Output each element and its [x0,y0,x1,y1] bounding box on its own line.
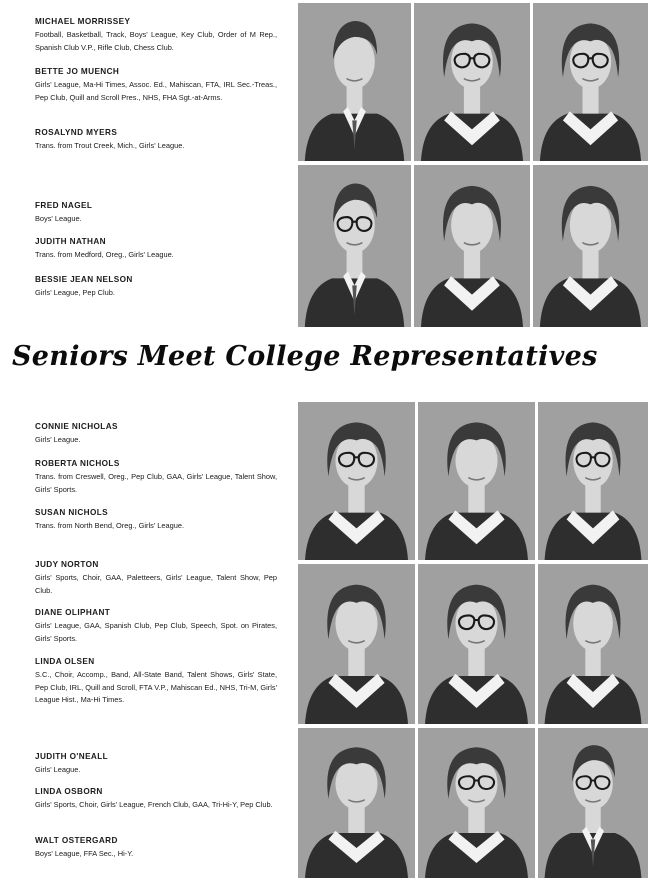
portrait-figure-icon [414,3,530,161]
student-name: BESSIE JEAN NELSON [35,275,133,284]
student-entry-muench [35,67,277,104]
student-name: SUSAN NICHOLS [35,508,108,517]
student-activities: Girls' League, Ma-Hi Times, Assoc. Ed., Mahiscan, FTA, IRL Sec.-Treas., Pep Club, Quill and Scroll Pres., NHS, FHA Sgt.-at-Arms. [35,80,277,102]
student-entry-s-nichols [35,508,277,533]
portrait-figure-icon [533,3,648,161]
portrait-photo [538,728,648,878]
portrait-photo [538,402,648,560]
student-entry-myers [35,128,277,153]
student-name: WALT OSTERGARD [35,836,118,845]
portrait-figure-icon [298,3,411,161]
portrait-photo [414,3,530,161]
portrait-figure-icon [418,564,535,724]
portrait-photo [538,564,648,724]
portrait-photo [298,165,411,327]
student-activities: Boys' League. [35,214,82,223]
student-entry-nelson [35,275,277,300]
portrait-photo [298,728,415,878]
student-activities: Girls' League, Pep Club. [35,288,115,297]
portrait-figure-icon [418,728,535,878]
portrait-figure-icon [538,564,648,724]
student-entry-morrissey [35,17,277,54]
portrait-photo [533,165,648,327]
student-name: LINDA OLSEN [35,657,95,666]
portrait-figure-icon [418,402,535,560]
student-activities: Girls' Sports, Choir, Girls' League, French Club, GAA, Tri-Hi-Y, Pep Club. [35,800,273,809]
portrait-figure-icon [538,728,648,878]
portrait-photo [418,564,535,724]
student-name: JUDY NORTON [35,560,99,569]
student-name: JUDITH O'NEALL [35,752,109,761]
student-entry-oneall [35,752,277,777]
student-activities: Trans. from North Bend, Oreg., Girls' League. [35,521,185,530]
student-entry-nathan [35,237,277,262]
student-name: LINDA OSBORN [35,787,103,796]
student-activities: Girls' Sports, Choir, GAA, Paletteers, Girls' League, Talent Show, Pep Club. [35,573,277,595]
portrait-photo [298,402,415,560]
portrait-figure-icon [538,402,648,560]
portrait-figure-icon [414,165,530,327]
portrait-photo [298,3,411,161]
student-activities: Football, Basketball, Track, Boys' League, Key Club, Order of M Rep., Spanish Club V.P., Rifle Club, Chess Club. [35,30,277,52]
portrait-photo [418,402,535,560]
student-entry-ostergard [35,836,277,861]
student-name: CONNIE NICHOLAS [35,422,118,431]
student-activities: Boys' League, FFA Sec., Hi-Y. [35,849,134,858]
student-activities: Trans. from Trout Creek, Mich., Girls' League. [35,141,185,150]
student-entry-nagel [35,201,277,226]
student-name: ROSALYND MYERS [35,128,118,137]
student-name: FRED NAGEL [35,201,93,210]
portrait-figure-icon [533,165,648,327]
portrait-figure-icon [298,402,415,560]
student-name: JUDITH NATHAN [35,237,106,246]
student-entry-oliphant [35,608,277,645]
student-entry-olsen [35,657,277,707]
student-activities: Girls' League. [35,765,81,774]
section-headline: Seniors Meet College Representatives [12,341,598,372]
student-name: MICHAEL MORRISSEY [35,17,131,26]
student-name: ROBERTA NICHOLS [35,459,120,468]
student-entry-osborn [35,787,277,812]
portrait-figure-icon [298,564,415,724]
student-activities: Trans. from Medford, Oreg., Girls' League. [35,250,174,259]
student-name: BETTE JO MUENCH [35,67,120,76]
portrait-figure-icon [298,165,411,327]
student-entry-norton [35,560,277,597]
student-entry-r-nichols [35,459,277,496]
student-activities: Girls' League, GAA, Spanish Club, Pep Club, Speech, Spot. on Pirates, Girls' Sports. [35,621,277,643]
portrait-photo [418,728,535,878]
portrait-photo [533,3,648,161]
student-entry-c-nicholas [35,422,277,447]
portrait-photo [298,564,415,724]
student-name: DIANE OLIPHANT [35,608,111,617]
student-activities: Trans. from Creswell, Oreg., Pep Club, GAA, Girls' League, Talent Show, Girls' Sports. [35,472,277,494]
portrait-photo [414,165,530,327]
student-activities: Girls' League. [35,435,81,444]
portrait-figure-icon [298,728,415,878]
student-activities: S.C., Choir, Accomp., Band, All-State Band, Talent Shows, Girls' State, Pep Club, IRL, Quill and Scroll, FTA V.P., Mahiscan Ed., NHS, Tri-M, Girls' League Hist., Ma-Hi Times. [35,670,277,704]
